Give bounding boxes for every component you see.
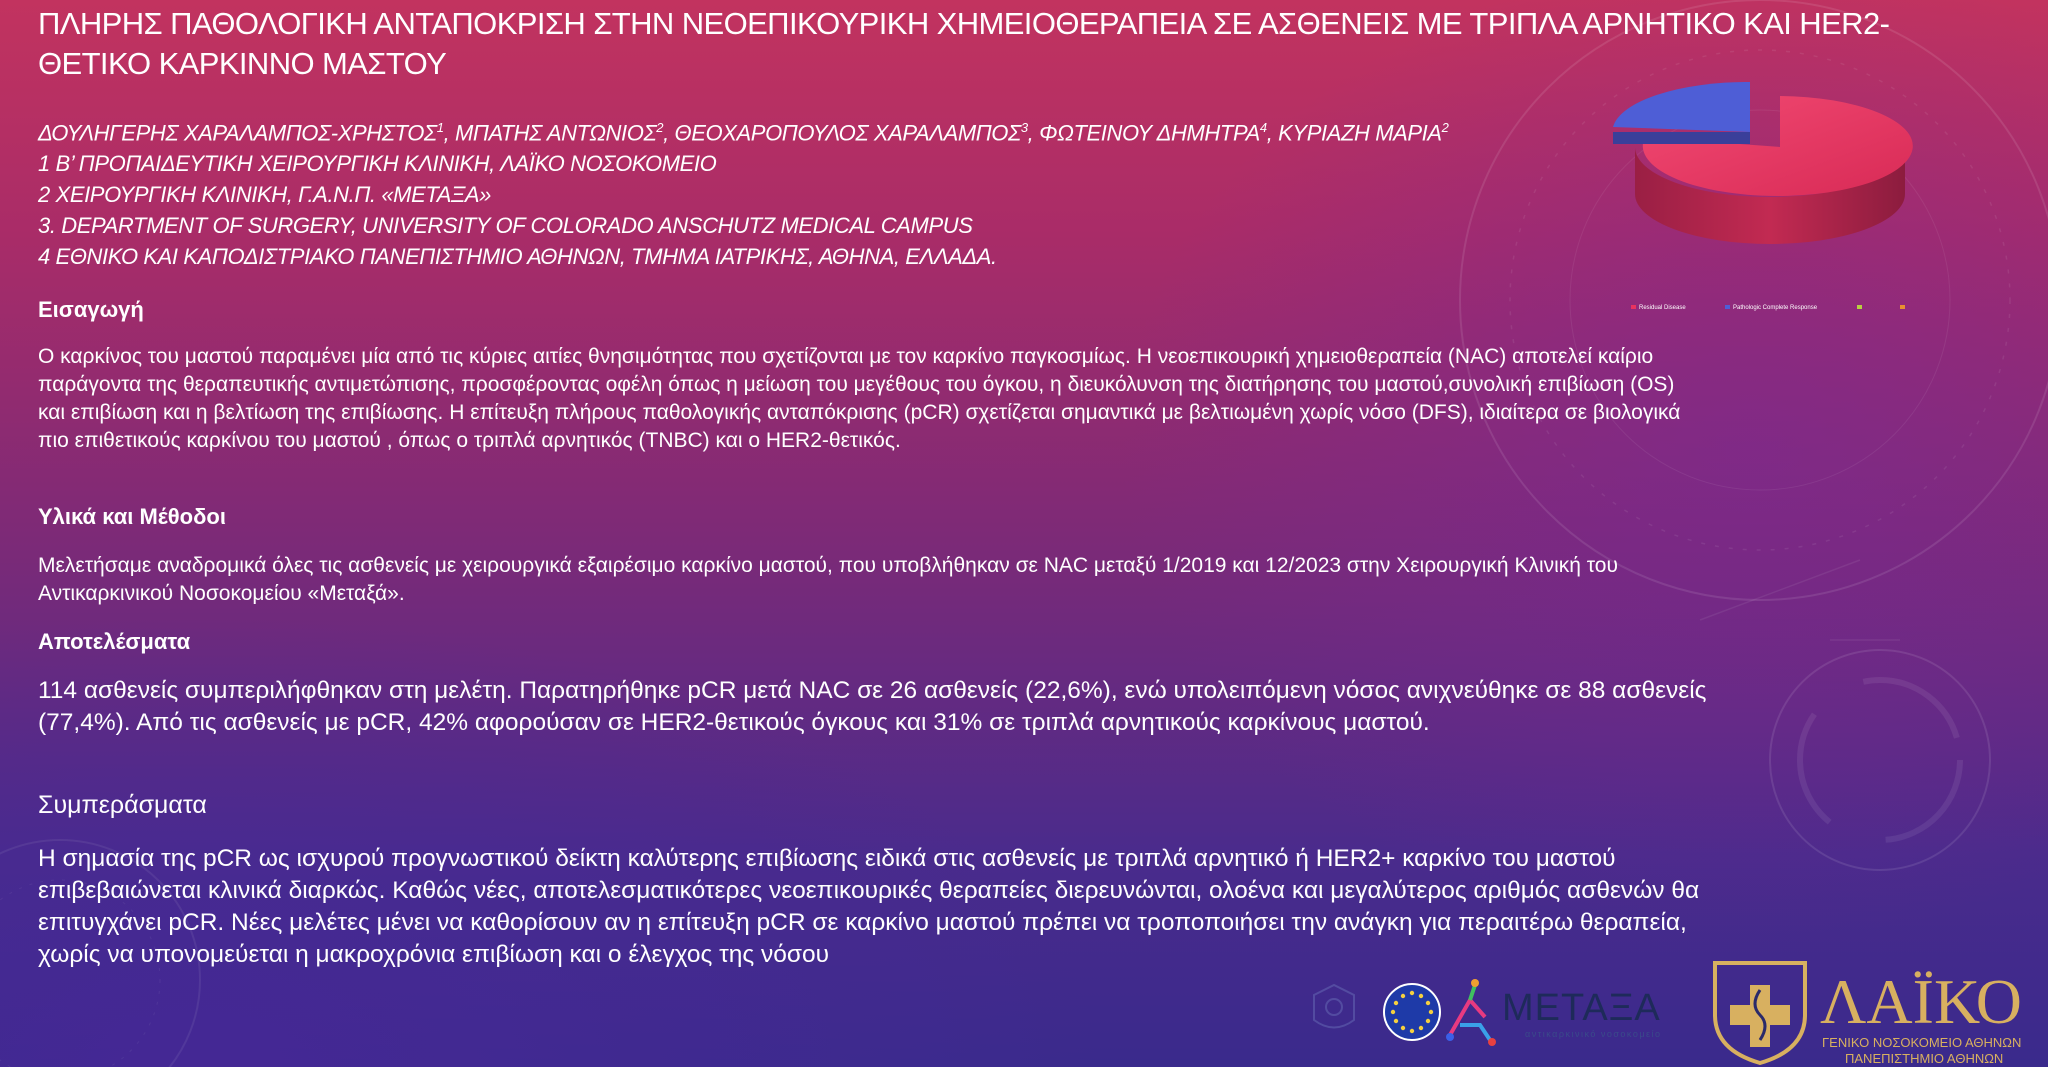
metaxa-name: ΜΕΤΑΞΑ <box>1502 987 1661 1029</box>
author-affiliation-number: 2 <box>1441 120 1449 135</box>
laiko-crest-icon <box>1715 963 1805 1063</box>
methods-heading: Υλικά και Μέθοδοι <box>38 504 226 529</box>
legend-swatch-pcr <box>1725 305 1730 309</box>
author-affiliation-number: 1 <box>436 120 444 135</box>
authors-block <box>38 112 1588 272</box>
affiliation: 1 Β’ ΠΡΟΠΑΙΔΕΥΤΙΚΗ ΧΕΙΡΟΥΡΓΙΚΗ ΚΛΙΝΙΚΗ, ΛΑΪΚΟ ΝΟΣΟΚΟΜΕΙΟ <box>38 151 717 177</box>
intro-text: Ο καρκίνος του μαστού παραμένει μία από τις κύριες αιτίες θνησιμότητας που σχετίζονται με τον καρκίνο παγκοσμίως. Η νεοεπικουρική χημειοθεραπεία (NAC) αποτελεί καίριο παράγοντα της θεραπευτικής αντιμετώπισης, προσφέροντας οφέλη όπως η μείωση του μεγέθους του όγκου, η διευκόλυνση της διατήρησης του μαστού,συνολική επιβίωση (OS) και επιβίωση και η βελτίωση της επιβίωσης. Η επίτευξη πλήρους παθολογικής ανταπόκρισης (pCR) σχετίζεται σημαντικά με βελτιωμένη χωρίς νόσο (DFS), ιδιαίτερα σε βιολογικά πιο επιθετικούς καρκίνου του μαστού , όπως ο τριπλά αρνητικός (TNBC) και ο HER2-θετικός. <box>38 345 1681 452</box>
legend-swatch-3 <box>1857 305 1862 309</box>
metaxa-subtitle: αντικαρκινικό νοσοκομείο <box>1525 1029 1662 1039</box>
author-name: ΘΕΟΧΑΡΟΠΟΥΛΟΣ ΧΑΡΑΛΑΜΠΟΣ <box>674 120 1021 146</box>
results-text: 114 ασθενείς συμπεριλήφθηκαν στη μελέτη. Παρατηρήθηκε pCR μετά NAC σε 26 ασθενείς (22,6%), ενώ υπολειπόμενη νόσος ανιχνεύθηκε σε 88 ασθενείς (77,4%). Από τις ασθενείς με pCR, 42% αφορούσαν σε HER2-θετικούς όγκους και 31% σε τριπλά αρνητικούς καρκίνους μαστού. <box>38 677 1707 736</box>
author-name: ΦΩΤΕΙΝΟΥ ΔΗΜΗΤΡΑ <box>1039 120 1260 146</box>
laiko-subtitle-2: ΠΑΝΕΠΙΣΤΗΜΙΟ ΑΘΗΝΩΝ <box>1845 1051 2004 1066</box>
results-heading: Αποτελέσματα <box>38 629 191 654</box>
pie-slice-pathologic-complete-response-side <box>1613 132 1750 144</box>
ribbon-icon <box>1446 979 1496 1046</box>
author-affiliation-number: 2 <box>656 120 664 135</box>
laiko-name: ΛΑΪΚΟ <box>1820 966 2022 1037</box>
laiko-logo <box>1820 966 2022 1066</box>
laiko-subtitle-1: ΓΕΝΙΚΟ ΝΟΣΟΚΟΜΕΙΟ ΑΘΗΝΩΝ <box>1822 1035 2022 1050</box>
pie-chart <box>1595 82 1935 312</box>
conclusions-text: Η σημασία της pCR ως ισχυρού προγνωστικού δείκτη καλύτερης επιβίωσης ειδικά στις ασθενείς με τριπλά αρνητικό ή HER2+ καρκίνο του μαστού επιβεβαιώνεται κλινικά διαρκώς. Καθώς νέες, αποτελεσματικότερες νεοεπικουρικές θεραπείες διερευνώνται, ολοένα και μεγαλύτερος αριθμός ασθενών θα επιτυγχάνει pCR. Νέες μελέτες μένει να καθορίσουν αν η επίτευξη pCR σε καρκίνο μαστού πρέπει να τροποποιήσει την ανάγκη για περαιτέρω θεραπεία, χωρίς να υπονομεύεται η μακροχρόνια επιβίωση και ο έλεγχος της νόσου <box>38 845 1700 968</box>
legend-label-pcr: Pathologic Complete Response <box>1733 305 1818 311</box>
legend-label-residual: Residual Disease <box>1639 305 1686 311</box>
logos-strip <box>1310 955 2040 1067</box>
university-crest-icon <box>1314 985 1354 1028</box>
legend-swatch-4 <box>1900 305 1905 309</box>
author-affiliation-number: 4 <box>1259 120 1267 135</box>
author-name: ΔΟΥΛΗΓΕΡΗΣ ΧΑΡΑΛΑΜΠΟΣ-ΧΡΗΣΤΟΣ <box>38 120 437 146</box>
conclusions-heading: Συμπεράσματα <box>38 791 207 819</box>
affiliation: 3. DEPARTMENT OF SURGERY, UNIVERSITY OF COLORADO ANSCHUTZ MEDICAL CAMPUS <box>38 213 973 239</box>
author-name: ΚΥΡΙΑΖΗ ΜΑΡΙΑ <box>1278 120 1442 146</box>
poster-title: ΠΛΗΡΗΣ ΠΑΘΟΛΟΓΙΚΗ ΑΝΤΑΠΟΚΡΙΣΗ ΣΤΗΝ ΝΕΟΕΠΙΚΟΥΡΙΚΗ ΧΗΜΕΙΟΘΕΡΑΠΕΙΑ ΣΕ ΑΣΘΕΝΕΙΣ ΜΕ ΤΡΙΠΛΑ ΑΡΝΗΤΙΚΟ ΚΑΙ HER2-ΘΕΤΙΚΟ ΚΑΡΚΙΝΝΟ ΜΑΣΤΟΥ <box>38 6 1890 81</box>
pie-slice-pathologic-complete-response <box>1613 82 1750 132</box>
intro-heading: Εισαγωγή <box>38 297 144 322</box>
author-affiliation-number: 3 <box>1020 120 1028 135</box>
metaxa-logo <box>1446 979 1662 1046</box>
eu-flag-icon <box>1384 984 1440 1040</box>
legend-swatch-residual <box>1631 305 1636 309</box>
author-name: ΜΠΑΤΗΣ ΑΝΤΩΝΙΟΣ <box>455 120 657 146</box>
author-list: ΔΟΥΛΗΓΕΡΗΣ ΧΑΡΑΛΑΜΠΟΣ-ΧΡΗΣΤΟΣ$^1$, ΜΠΑΤΗΣ ΑΝΤΩΝΙΟΣ$^2$, ΘΕΟΧΑΡΟΠΟΥΛΟΣ ΧΑΡΑΛΑΜΠΟΣ$^3$, ΦΩΤΕΙΝΟΥ ΔΗΜΗΤΡΑ$^4$, ΚΥΡΙΑΖΗ ΜΑΡΙΑ$^2$ <box>38 120 1449 146</box>
affiliation: 2 ΧΕΙΡΟΥΡΓΙΚΗ ΚΛΙΝΙΚΗ, Γ.Α.Ν.Π. «ΜΕΤΑΞΑ» <box>38 182 492 208</box>
affiliation: 4 ΕΘΝΙΚΟ ΚΑΙ ΚΑΠΟΔΙΣΤΡΙΑΚΟ ΠΑΝΕΠΙΣΤΗΜΙΟ ΑΘΗΝΩΝ, ΤΜΗΜΑ ΙΑΤΡΙΚΗΣ, ΑΘΗΝΑ, ΕΛΛΑΔΑ. <box>38 244 997 270</box>
methods-text: Μελετήσαμε αναδρομικά όλες τις ασθενείς με χειρουργικά εξαιρέσιμο καρκίνο μαστού, που υποβλήθηκαν σε NAC μεταξύ 1/2019 και 12/2023 στην Χειρουργική Κλινική του Αντικαρκινικού Νοσοκομείου «Μεταξά». <box>38 554 1618 605</box>
